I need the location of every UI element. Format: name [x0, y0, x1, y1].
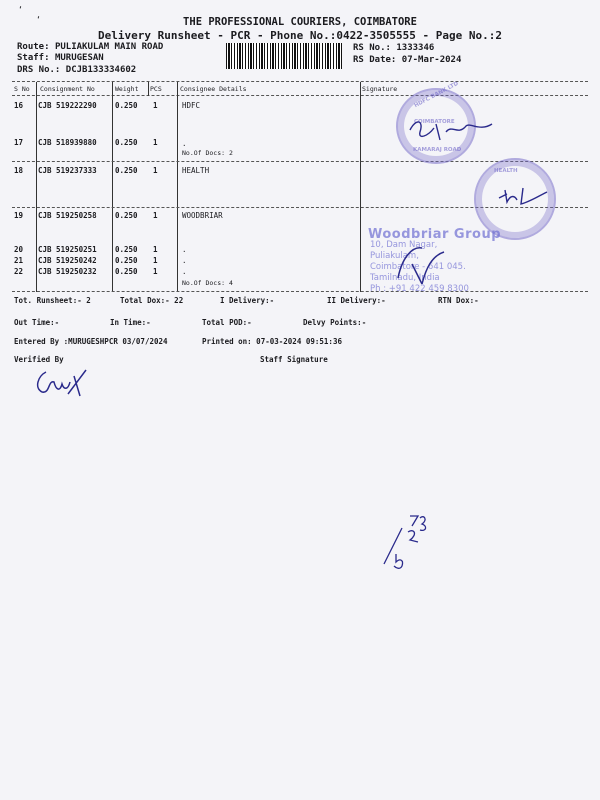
rs-no-line: RS No.: 1333346	[353, 43, 435, 53]
docs-note: No.Of Docs: 4	[182, 279, 233, 287]
company-title: THE PROFESSIONAL COURIERS, COIMBATORE	[183, 16, 417, 28]
rs-date-line: RS Date: 07-Mar-2024	[353, 55, 462, 65]
signature-woodbriar	[392, 238, 452, 288]
entered-by: Entered By :MURUGESHPCR 03/07/2024	[14, 337, 168, 346]
handwritten-note	[378, 508, 438, 574]
col-divider	[360, 82, 361, 292]
table-head-rule	[12, 95, 588, 96]
col-divider	[112, 82, 113, 292]
docs-note: No.Of Docs: 2	[182, 149, 233, 157]
col-sno: S No	[14, 85, 30, 93]
printed-on: Printed on: 07-03-2024 09:51:36	[202, 337, 342, 346]
out-time: Out Time:-	[14, 318, 60, 327]
rtn-dox: RTN Dox:-	[438, 296, 479, 305]
staff-signature-label: Staff Signature	[260, 355, 328, 364]
total-dox: Total Dox:- 22	[120, 296, 184, 305]
table-top-rule	[12, 81, 588, 82]
in-time: In Time:-	[110, 318, 151, 327]
signature-hdfc	[400, 110, 500, 150]
health-stamp-text: HEALTH	[494, 168, 518, 174]
corner-mark: ‘	[18, 5, 23, 14]
route-line: Route: PULIAKULAM MAIN ROAD	[17, 42, 164, 52]
verified-by: Verified By	[14, 355, 64, 364]
runsheet-subtitle: Delivery Runsheet - PCR - Phone No.:0422-3505555 - Page No.:2	[98, 29, 502, 42]
col-divider	[36, 82, 37, 292]
col-divider	[148, 82, 149, 96]
barcode	[226, 43, 342, 69]
first-delivery: I Delivery:-	[220, 296, 275, 305]
bank-stamp-city: COIMBATORE	[414, 119, 455, 125]
col-consignee: Consignee Details	[180, 85, 247, 93]
staff-line: Staff: MURUGESAN	[17, 53, 104, 63]
col-divider	[177, 82, 178, 292]
total-pod: Total POD:-	[202, 318, 252, 327]
table-bottom-rule	[12, 291, 588, 292]
bank-stamp-road: KAMARAJ ROAD	[413, 147, 462, 153]
second-delivery: II Delivery:-	[327, 296, 386, 305]
total-runsheet: Tot. Runsheet:- 2	[14, 296, 91, 305]
signature-verified	[28, 366, 98, 406]
signature-health	[495, 180, 555, 210]
woodbriar-stamp: Woodbriar Group 10, Dam Nagar, Puliakulam, Coimbatore - 641 045. Tamilnadu, India Ph : +91 422 459 8300	[368, 227, 501, 294]
col-pcs: PCS	[150, 85, 162, 93]
runsheet-page: ‘ ‘ THE PROFESSIONAL COURIERS, COIMBATORE Delivery Runsheet - PCR - Phone No.:0422-3505555 - Page No.:2 Route: PULIAKULAM MAIN ROAD Staff: MURUGESAN DRS No.: DCJB133334602 RS No.: 1333346 RS Date: 07-Mar-2024 S No Consignment No Weight PCS Consignee Details Signature 16 CJB 519222290 0.250 1 HDFC 17 CJB 518939880 0.250 1 . No.Of Docs: 2 18 CJB 519237333 0.250 1 HEALTH 19 CJB 519250258 0.250 1 WOODBRIAR 20 CJB 519250251 0.250 1 . 21 CJB 519250242 0.250 1 . 22 CJB 519250232 0.250 1 . No.Of Docs: 4 Tot. Runsheet:- 2 Total Dox:- 22 I Delivery:- II Delivery:- RTN Dox:- Out Time:- In Time:- Total POD:- Delvy Points:- Entered By :MURUGESHPCR 03/07/2024 Printed on: 07-03-2024 09:51:36 Verified By Staff Signature HDFC BANK LTD COIMBATORE KAMARAJ ROAD HEALTH Woodbriar Group 10, Dam Nagar, Puliakulam, Coimbatore - 641 045. Tamilnadu, India Ph : +91 422 459 8300	[0, 0, 600, 800]
col-signature: Signature	[362, 85, 398, 93]
col-consignment: Consignment No	[40, 85, 95, 93]
col-weight: Weight	[115, 85, 139, 93]
delivery-points: Delvy Points:-	[303, 318, 367, 327]
corner-mark-2: ‘	[36, 15, 41, 24]
drs-line: DRS No.: DCJB133334602	[17, 65, 137, 75]
bank-stamp-text: HDFC BANK LTD	[413, 80, 460, 110]
